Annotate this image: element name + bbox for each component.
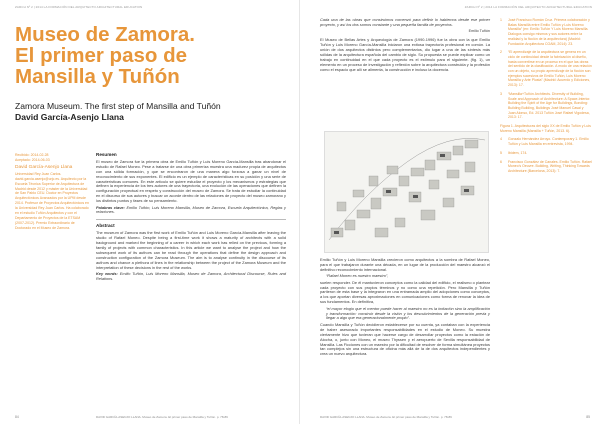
paragraph-1: El Museo de Bellas Artes y Arqueología de Zamora (1990-1996) fue la obra con la que Emilio Tuñón y Luis Moreno García-Mansilla iniciaron una exitosa trayectoria profesional en común. La unión de dos arquitectos distintos pero complementarios, dio lugar a una de las síntesis más sólidas de la arquitectura española del cambio de siglo. Su propuesta se puede explicar como un trabajo en continuidad en el que cada proyecto es el estímulo para el siguiente. (fig. 1), un elemento en un proceso de investigación y reflexión sobre la arquitectura construida y la profesión como el espacio que allí se alimenta, la construcción e incluso la docencia.	[320, 37, 490, 72]
body-column-bottom	[320, 258, 490, 359]
resumen-body: El museo de Zamora fue la primera obra de Emilio Tuñón y Luis Moreno García-Mansilla tras abandonar el estudio de Rafael Moneo. Pese a tratarse de una obra primeriza muestra una madurez propia de arquitectos con una sólida formación, y que se encontraron de una manera algo forzosa a ganar un nivel de reconocimiento de sus exponentes. El edificio es un ejemplo de características en su posición y una serie de características comunes. En este artículo se quiere estudiar el proyecto y los mecanismos y estrategias que definen la experiencia de los tres autores de una trayectoria, una evolución de las operaciones que definen la configuración proyectual en respeto y construcción del museo de Zamora. Se trata de estudiar la continuidad en el discurso de sus autores y buscar un acorde dentro de las relaciones de proyecto del museo zamorano y los distintos puntos y fases de su pensamiento.	[96, 158, 286, 204]
quote-2: “el mayor elogio que el mentor puede hacer al maestro no es la imitación sino la amplificación y transformación: construir desde la visión y los descubrimientos de la generación previa y llegar a algo que era generacionalmente propio”.	[326, 305, 490, 321]
accepted-date: Aceptado: 2014-06-03	[15, 157, 50, 162]
paragraph-3: suelen responder. De él mantuvieron conceptos como la calidad del edificio, el realismo o plantear cada proyecto con sus propios términos y no como una repetición. Pero Mansilla y Tuñón partieron de esta base y la integraron en una entramada amplio del adopciones como conceptos, a los que aportan diversas aproximaciones en comunicaciones como forma de renovar la idea de sus fundamentos. En definitiva,	[320, 279, 490, 305]
section-divider	[96, 219, 286, 220]
author-name: David García-Asenjo Llana	[15, 164, 73, 170]
footnote-text: Francisco González de Canales. Emilio Tuñón. Rafael Moneo's Oeuvre. Building, Writing, Thinking Towards Architecture (Barcelona, 2013): 7.	[508, 159, 592, 173]
abstracts-column	[96, 153, 286, 283]
footnote-1	[500, 18, 592, 46]
article-subtitle: Zamora Museum. The first step of Mansilla and Tuñón	[15, 101, 221, 111]
footnote-2	[500, 50, 592, 88]
author-bio: Universidad Rey Juan Carlos. david.garcia.asenjo@urjc.es. Arquitecto por la Escuela Técnica Superior de Arquitectura de Madrid desde 2012 y máster de la Universidad de San Pablo CEU. Doctor en Proyectos Arquitectónicos Avanzados por la UPM desde 2014. Profesor de Proyectos Arquitectónicos en la Universidad Rey Juan Carlos. Ha colaborado en el estudio Tuñón Arquitectos y con el Departamento de Proyectos de la ETSAM (2007-2012). Premio Extraordinario de Doctorado en el Museo de Zamora.	[15, 171, 89, 230]
abstract-keywords-text: Emilio Tuñón, Luis Moreno Mansilla, Museo de Zamora, Architectural Discourse, Rules and Relations.	[96, 271, 286, 281]
article-title: Museo de Zamora. El primer paso de Mansilla y Tuñón	[15, 23, 195, 88]
author-meta	[15, 153, 89, 231]
project-collage-image	[325, 132, 489, 253]
footnote-number: 3	[500, 91, 502, 96]
abstract-body: The museum of Zamora was the first work of Emilio Tuñón and Luis Moreno García-Mansilla after leaving the studio of Rafael Moneo. Despite being a first-time work it shows a maturity of architects with a solid background and marked the beginning of a career in which each work has relied on the previous, forming a family of projects with common characteristics. In this article we want to analyse the project and how the subsequent work of its authors can be read through the operations that define the design approach and construction configuration of the Zamora Museum. The aim is to analyse continuity in the discourse of its authors and chance a plethora of lines in the relationship between the project of the Zamora Museum and the interpretation of these decisions in the rest of the works.	[96, 230, 286, 270]
left-footline: DAVID GARCÍA-ASENJO LLANA. Museo de Zamora. El primer paso de Mansilla y Tuñón. p. 78-89	[96, 415, 228, 419]
footnote-text: Ibidem, 174.	[508, 150, 528, 155]
quote-1: “Rafael Moneo es nuestro maestro”,	[326, 273, 389, 279]
paragraph-4: Cuando Mansilla y Tuñón decidieron establecerse por su cuenta, ya contaban con la experiencia de haber asesorado importantes responsabilidades en el estudio de Moneo. Su muestra ciertamente hizo que tuvieran que hacerse cargo de desarrollar proyectos como la estación de Atocha, o, junto con Moneo, el museo Thyssen y el aeropuerto de Sevilla responsabilidad de Mansilla. Las Ficciones con un maestro por la dificultad de resolver de forma simultánea proyectos tan complejos sin una estructura de oficina más allá de la de dos arquitectos independientes y crea un nuevo arquitectura.	[320, 321, 490, 357]
epigraph: Cada una de las obras que construimos comenzó para definir lo hablemos desde ese primer proyecto, y así los dos somos constante y una pequeña familia de proyectos.	[320, 17, 490, 27]
article-authors: David García-Asenjo Llana	[15, 112, 124, 122]
right-footline: DAVID GARCÍA-ASENJO LLANA. Museo de Zamora. El primer paso de Mansilla y Tuñón. p. 78-89	[320, 415, 452, 419]
footnote-number: 6	[500, 159, 502, 164]
right-folio: 85	[586, 415, 590, 419]
resumen-heading: Resumen	[96, 152, 117, 157]
footnote-number: 1	[500, 18, 502, 22]
paragraph-2: Emilio Tuñón y Luis Moreno Mansilla crecieron como arquitectos a la sombra de Rafael Moneo, para el que trabajaron durante una década, en un lugar de la producción del maestro alcanzó el definitivo reconocimiento internacional.	[320, 257, 490, 272]
running-head-right: ZARCH Nº 2 | 2014 LA FORMACIÓN DEL ARQUITECTO ARCHITECTURAL EDUCATION	[464, 5, 592, 9]
project-timeline-figure	[324, 131, 489, 253]
left-folio: 84	[15, 415, 19, 419]
resumen-keywords	[96, 206, 286, 216]
body-column-top	[320, 18, 490, 74]
received-date: Recibido: 2014-02-28	[15, 153, 49, 157]
right-page	[300, 0, 600, 424]
abstract-heading: Abstract	[96, 223, 115, 229]
running-head-left: ZARCH Nº 2 | 2014 LA FORMACIÓN DEL ARQUITECTO ARCHITECTURAL EDUCATION	[15, 5, 143, 9]
footnote-text: José Francisco Román Cruz. Primera colaboración y Balas Mansillá entre Emilio Tuñón y Luis Moreno Mansilla” (en: Emilio Tuñón Y Luis Moreno Mansilla. Dialogos consigo mismos y sus autores entre la realidad y la ficción de la arquitectura) (Madrid: Fundación Arquitectura COAM, 2014): 23.	[508, 18, 590, 46]
resumen-keywords-text: Emilio Tuñón, Luis Moreno Mansilla, Museo de Zamora, Escuela Arquitectónica, Reglas y relaciones.	[96, 204, 286, 215]
footnote-text: “El aprendizaje de la arquitectura se genera en un ciclo de continuidad desde la fabricación al diseño, hasta convertirse en un proceso en el que las obras del sentido de la clasificación. A modo de una relación con un objeto, su propio aprendizaje de la ficción son ejemplos sucesivos de Emilio Tuñón, Luis Moreno Mansilla y Arte Plusta” (Madrid: Acuerdo y Ediciones, 2013): 17.	[508, 50, 592, 88]
epigraph-attribution: Emilio Tuñón	[468, 29, 490, 34]
resumen-keywords-label: Palabras clave:	[96, 204, 125, 210]
footnote-4	[500, 137, 592, 146]
footnote-number: 5	[500, 150, 502, 155]
footnote-3	[500, 92, 592, 120]
abstract-keywords-label: Key words:	[96, 271, 118, 277]
abstract-keywords	[96, 272, 286, 282]
side-notes	[500, 18, 592, 178]
footnote-text: Gonzalo Hernández Arroyo. Contemporary 1. Emilio Tuñón y Luis Mansilla en entrevista, 1994.	[508, 137, 589, 147]
figure-caption: Figura 1. Arquitecturas del siglo XX de Emilio Tuñón y Luis Moreno Mansilla (Mansilla + Tuñón, 2013. 6).	[500, 124, 591, 133]
footnote-text: “Mansilla+Tuñón Architects. Diversity of Building, Scale and Approach of Architecture: A Space-Interior. Building the Spirit of the Age for Buildings, Bonding: Building Building, Buildings José Manuel Casal y Juan Alonso, Ed. 2013 Tuñón José Rafael Vigodesa, 2013: 17.	[508, 91, 591, 120]
footnote-5	[500, 151, 592, 156]
footnote-number: 4	[500, 137, 502, 142]
footnote-6	[500, 160, 592, 174]
footnote-number: 2	[500, 50, 502, 55]
